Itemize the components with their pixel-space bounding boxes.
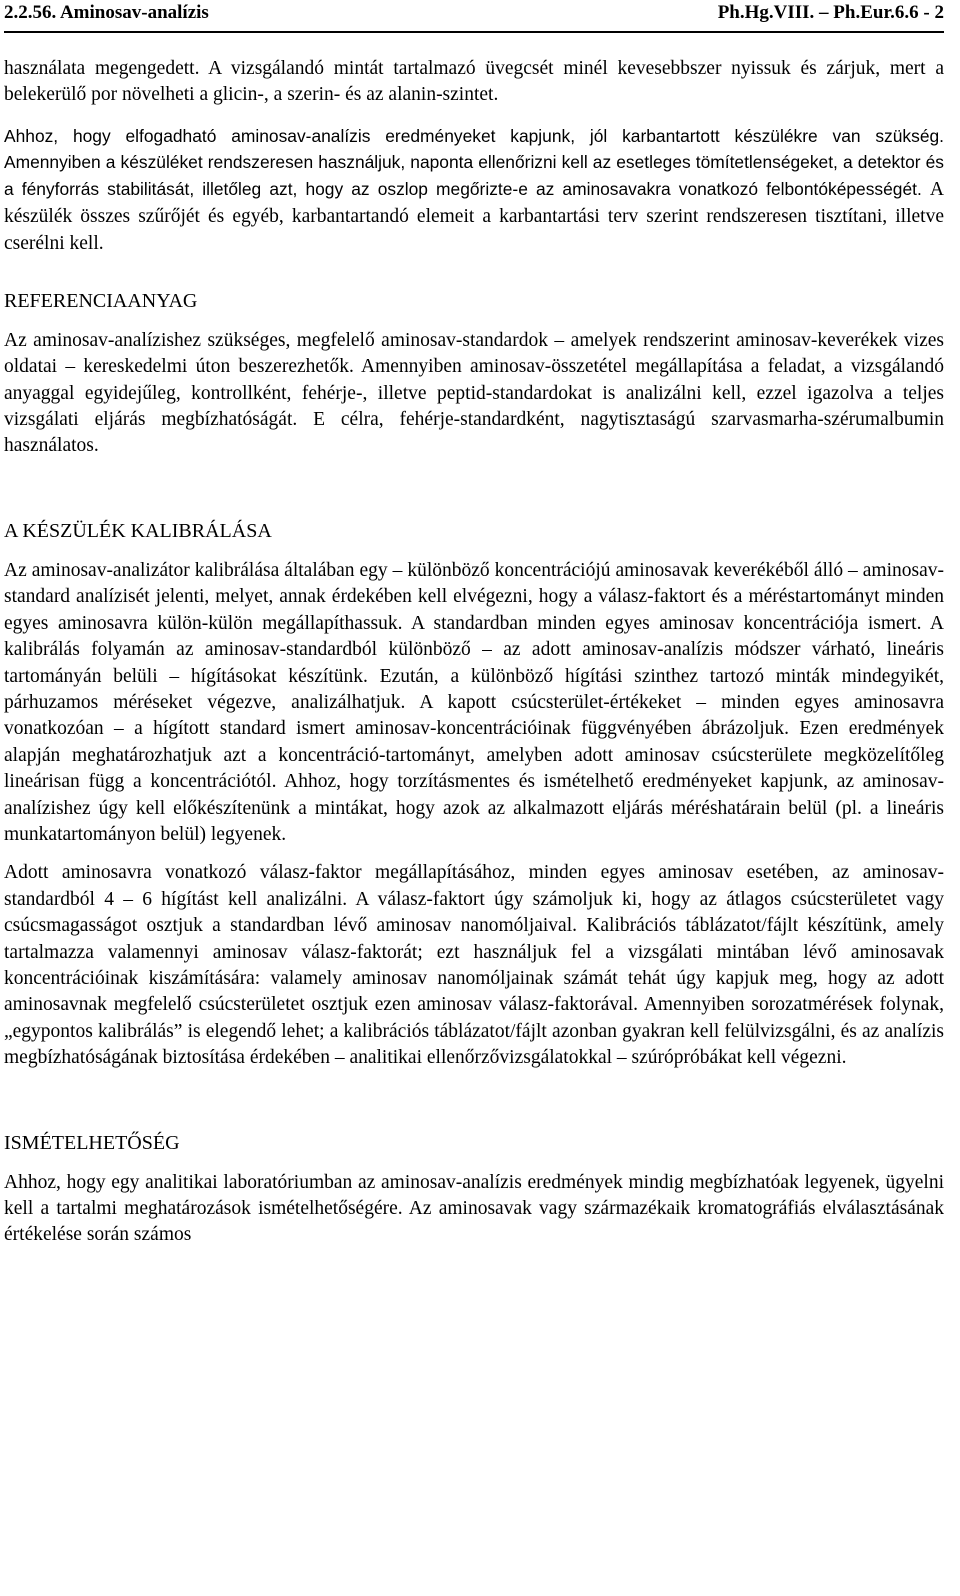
paragraph-continuation: használata megengedett. A vizsgálandó mintát tartalmazó üvegcsét minél kevesebbszer nyissuk és zárjuk, mert a belekerülő por növelheti a glicin-, a szerin- és az alanin-szintet. (4, 58, 944, 106)
document-body (4, 56, 944, 1249)
paragraph-repeatability: Ahhoz, hogy egy analitikai laboratóriumban az aminosav-analízis eredmények mindig megbízhatóak legyenek, ügyelni kell a tartalmi meghatározások ismételhetőségére. Az aminosavak vagy származékaik kromatográfiás elválasztásának értékelése során számos (4, 1171, 944, 1246)
spacer (4, 1072, 944, 1130)
paragraph-calibration-2: Adott aminosavra vonatkozó válasz-faktor megállapításához, minden egyes aminosav esetében, az aminosav-standardból 4 – 6 hígítást kell analizálni. A válasz-faktort úgy számoljuk ki, hogy az átlagos csúcsterületet vagy csúcsmagasságot osztjuk a standardban lévő aminosav nanomóljaival. Kalibrációs táblázatot/fájlt készítünk, amely tartalmazza valamennyi aminosav válasz-faktorát; ezt használjuk fel a vizsgálati mintában lévő aminosavak koncentrációinak kiszámítására: valamely aminosav nanomóljainak számát tehát úgy kapjuk meg, hogy az adott aminosavnak megfelelő csúcsterületet osztjuk ezen aminosav válasz-faktorával. Amennyiben sorozatmérések folynak, „egypontos kalibrálás” is elegendő lehet; a kalibrációs táblázatot/fájlt azonban gyakran kell felülvizsgálni, és az analízis megbízhatóságának biztosítása érdekében – analitikai ellenőrzővizsgálatokkal – szúrópróbákat kell végezni. (4, 862, 944, 1069)
paragraph-calibration-1: Az aminosav-analizátor kalibrálása általában egy – különböző koncentrációjú aminosavak keverékéből álló – aminosav-standard analízisét jelenti, melyet, annak érdekében kell elvégezni, hogy a válasz-faktort és a méréstartományt minden egyes aminosavra külön-külön megállapíthassuk. A standardban minden egyes aminosav koncentrációja ismert. A kalibrálás folyamán az aminosav-standardból különböző – az adott aminosav-analízis módszer várható, lineáris tartományán belüli – hígításokat készítünk. Ezután, a különböző hígítási szinthez tartozó minták mindegyikét, párhuzamos méréseket végezve, analizálhatjuk. A kapott csúcsterület-értékeket – minden egyes aminosavra vonatkozóan – a hígított standard ismert aminosav-koncentrációinak függvényében ábrázoljuk. Ezen eredmények alapján meghatározhatjuk azt a koncentráció-tartományt, amelyben adott aminosav csúcsterülete megközelítőleg lineárisan függ a koncentrációtól. Ahhoz, hogy torzításmentes és ismételhető eredményeket kapjunk, az aminosav-analízishez úgy kell előkészítenünk a mintákat, hogy azok az alkalmazott eljárás méréshatárain belül (pl. a lineáris munkatartományon belül) legyenek. (4, 559, 944, 845)
paragraph-maintenance-sans-part: Ahhoz, hogy elfogadható aminosav-analízis eredményeket kapjunk, jól karbantartott készülékre van szükség. Amennyiben a készüléket rendszeresen használjuk, naponta ellenőrizni kell az esetleges tömítetlenségeket, a detektor és a fényforrás stabilitását, illetőleg azt, hogy az oszlop megőrizte-e az aminosavakra vonatkozó felbontóképességét. (4, 125, 944, 199)
spacer (4, 258, 944, 288)
spacer (4, 460, 944, 518)
page-header (4, 0, 944, 26)
spacer (4, 314, 944, 328)
header-pharmacopoeia-ref: Ph.Hg.VIII. – Ph.Eur.6.6 - 2 (717, 2, 944, 23)
paragraph-maintenance-serif-part: A készülék összes szűrőjét és egyéb, karbantartandó elemeit a karbantartási terv szerint rendszeresen tisztítani, illetve cserélni kell. (4, 178, 944, 255)
heading-repeatability: ISMÉTELHETŐSÉG (4, 1131, 180, 1154)
heading-reference-material: REFERENCIAANYAG (4, 289, 198, 312)
heading-calibration: A KÉSZÜLÉK KALIBRÁLÁSA (4, 519, 272, 542)
paragraph-reference-material: Az aminosav-analízishez szükséges, megfelelő aminosav-standardok – amelyek rendszerint aminosav-keverékek vizes oldatai – kereskedelmi úton beszerezhetők. Amennyiben aminosav-összetétel megállapítása a feladat, a vizsgálandó anyaggal egyidejűleg, kontrollként, fehérje-, illetve peptid-standardokat is analizálni kell, ezzel igazolva a teljes vizsgálati eljárás megbízhatóságát. E célra, fehérje-standardként, nagytisztaságú szarvasmarha-szérumalbumin használatos. (4, 329, 944, 457)
paragraph-maintenance (4, 123, 944, 258)
spacer (4, 1156, 944, 1170)
header-rule (4, 31, 944, 33)
header-section-title: 2.2.56. Aminosav-analízis (4, 2, 209, 23)
spacer (4, 544, 944, 558)
spacer (4, 848, 944, 860)
